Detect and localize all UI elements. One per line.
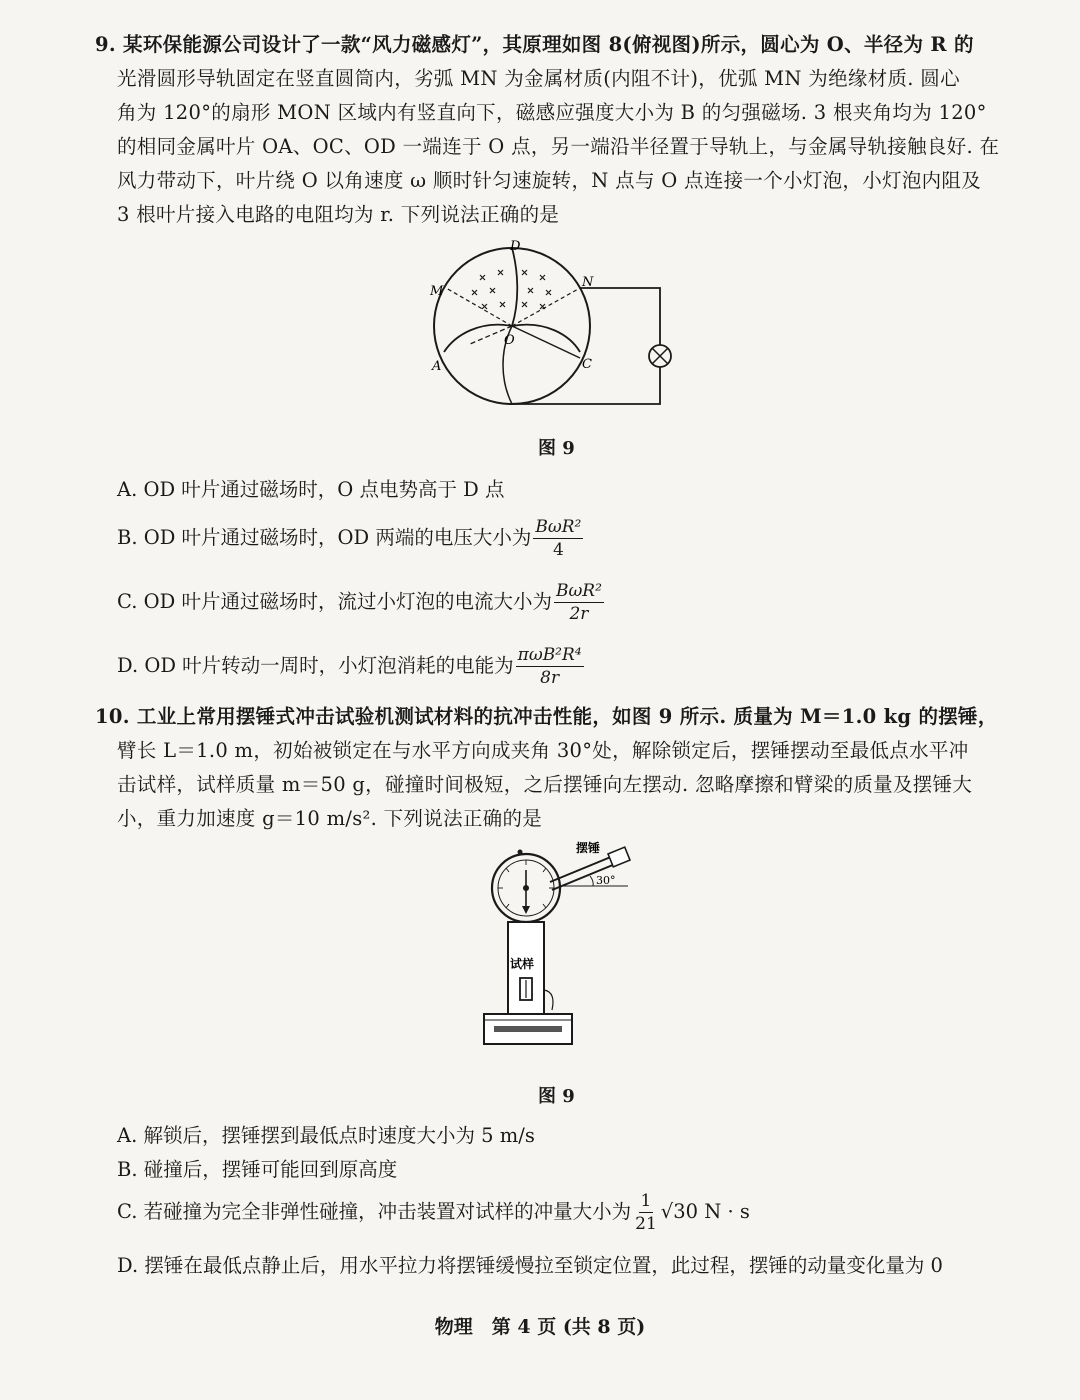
fraction-numerator: BωR²: [555, 581, 602, 601]
fraction-denominator: 8r: [540, 668, 560, 688]
q9-line-1: 9. 某环保能源公司设计了一款“风力磁感灯”，其原理如图 8(俯视图)所示，圆心为 O、半径为 R 的: [95, 33, 974, 56]
q9-line-4: 的相同金属叶片 OA、OC、OD 一端连于 O 点，另一端沿半径置于导轨上，与金属导轨接触良好. 在: [117, 135, 1000, 158]
q9-option-c: [117, 580, 606, 625]
fraction-numerator: 1: [640, 1191, 652, 1211]
q9-option-a: A. OD 叶片通过磁场时，O 点电势高于 D 点: [117, 478, 505, 501]
q10-option-a: A. 解锁后，摆锤摆到最低点时速度大小为 5 m/s: [117, 1124, 535, 1147]
fraction-denominator: 2r: [569, 604, 589, 624]
label-C: C: [582, 357, 592, 372]
q9-option-c-text: C. OD 叶片通过磁场时，流过小灯泡的电流大小为: [117, 590, 552, 613]
label-hammer: 摆锤: [576, 841, 601, 855]
q10-figure-impact-tester: [478, 840, 638, 1055]
label-D: D: [510, 240, 521, 254]
lamp-icon: [649, 345, 671, 367]
q10-option-c-text: C. 若碰撞为完全非弹性碰撞，冲击装置对试样的冲量大小为: [117, 1200, 632, 1223]
q10-option-c: [117, 1190, 750, 1235]
label-A: A: [432, 359, 442, 374]
label-M: M: [430, 284, 444, 299]
label-angle: 30°: [596, 874, 616, 887]
label-sample: 试样: [510, 957, 535, 971]
q10-line-1: 10. 工业上常用摆锤式冲击试验机测试材料的抗冲击性能，如图 9 所示. 质量为 M＝1.0 kg 的摆锤，: [95, 705, 998, 728]
fraction-numerator: BωR²: [535, 517, 582, 537]
q9-option-b: [117, 516, 585, 561]
label-O: O: [504, 333, 515, 348]
label-N: N: [582, 275, 594, 290]
q9-option-b-text: B. OD 叶片通过磁场时，OD 两端的电压大小为: [117, 526, 532, 549]
q10-figure-caption: 图 9: [538, 1086, 575, 1107]
page-footer: 物理 第 4 页 (共 8 页): [434, 1316, 646, 1338]
q9-option-d-fraction: [516, 644, 584, 689]
q9-line-3: 角为 120°的扇形 MON 区域内有竖直向下，磁感应强度大小为 B 的匀强磁场. 3 根夹角均为 120°: [117, 101, 987, 124]
q9-line-5: 风力带动下，叶片绕 O 以角速度 ω 顺时针匀速旋转，N 点与 O 点连接一个小灯泡，小灯泡内阻及: [117, 169, 982, 192]
question-9-stem: [95, 28, 1025, 232]
q9-line-2: 光滑圆形导轨固定在竖直圆筒内，劣弧 MN 为金属材质(内阻不计)，优弧 MN 为绝缘材质. 圆心: [117, 67, 960, 90]
q10-option-c-tail: √30 N · s: [660, 1200, 750, 1223]
q10-line-3: 击试样，试样质量 m＝50 g，碰撞时间极短，之后摆锤向左摆动. 忽略摩擦和臂梁的质量及摆锤大: [117, 773, 973, 796]
q9-figure-rotor-diagram: [420, 240, 680, 415]
fraction-denominator: 4: [552, 540, 564, 560]
fraction-denominator: 21: [635, 1214, 657, 1234]
q9-line-6: 3 根叶片接入电路的电阻均为 r. 下列说法正确的是: [117, 203, 560, 226]
q9-option-d: [117, 644, 586, 689]
magnetic-field-crosses: [472, 270, 551, 309]
q10-line-2: 臂长 L＝1.0 m，初始被锁定在与水平方向成夹角 30°处，解除锁定后，摆锤摆动至最低点水平冲: [117, 739, 969, 762]
q10-option-b: B. 碰撞后，摆锤可能回到原高度: [117, 1158, 398, 1181]
question-10-stem: [95, 700, 1025, 836]
q10-line-4: 小，重力加速度 g＝10 m/s². 下列说法正确的是: [117, 807, 543, 830]
q10-option-d: D. 摆锤在最低点静止后，用水平拉力将摆锤缓慢拉至锁定位置，此过程，摆锤的动量变化量为 0: [117, 1254, 943, 1277]
q10-option-c-fraction: [633, 1190, 659, 1235]
q9-option-b-fraction: [533, 516, 583, 561]
q9-option-c-fraction: [554, 580, 604, 625]
fraction-numerator: πωB²R⁴: [517, 645, 582, 665]
q9-option-d-text: D. OD 叶片转动一周时，小灯泡消耗的电能为: [117, 654, 514, 677]
q9-figure-caption: 图 9: [538, 438, 575, 459]
